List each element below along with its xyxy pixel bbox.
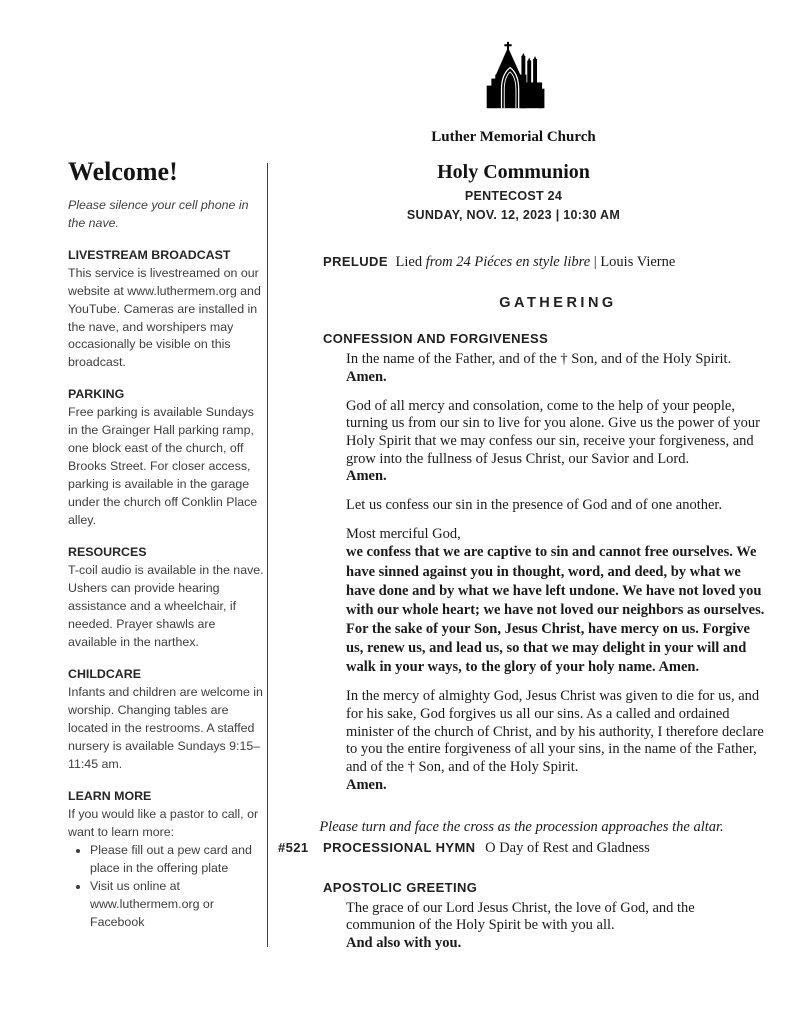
processional-hymn-line [278,840,765,858]
sidebar-section-resources [68,544,266,652]
sidebar-section-heading: LIVESTREAM BROADCAST [68,247,231,262]
liturgy-paragraph [346,900,765,953]
prelude-piece: Lied [395,254,423,270]
sidebar-section-heading: LEARN MORE [68,789,152,804]
paragraph-text: In the mercy of almighty God, Jesus Christ was given to die for us, and for his sake, God forgives us all our sins. As a called and ordained minister of the church of Christ, and by his authority, I therefore declare to you the entire forgiveness of all your sins, in the name of the Father, and of the † Son, and of the Holy Spirit. [346,688,764,776]
liturgy-paragraph [346,526,765,678]
service-title: Holy Communion [437,161,590,183]
liturgy-line: In the name of the Father, and of the † Son, and of the Holy Spirit. [346,351,732,368]
congregation-response: And also with you. [346,935,462,952]
paragraph-text: The grace of our Lord Jesus Christ, the love of God, and the communion of the Holy Spirit be with you all. [346,899,695,934]
liturgy-paragraph [346,398,765,486]
prelude-label: PRELUDE [323,254,388,269]
prelude-line [323,254,765,272]
procession-note: Please turn and face the cross as the procession approaches the altar. [319,819,724,836]
sidebar-section-heading: RESOURCES [68,545,147,560]
hymn-number: #521 [278,840,309,856]
sidebar-section-body: This service is livestreamed on our website at www.luthermem.org and YouTube. Cameras are installed in the nave, and worshipers may occasionally be visible on this broadcast. [68,265,261,370]
liturgy-paragraph [346,688,765,794]
paragraph-text: God of all mercy and consolation, come to the help of your people, turning us from our sin to live for you alone. Give us the power of your Holy Spirit that we may confess our sin, receive your forgiveness, and grow into the fullness of Jesus Christ, our Savior and Lord. [346,397,760,467]
sidebar-section-body: If you would like a pastor to call, or want to learn more: [68,807,259,840]
service-subtitle: PENTECOST 24 [464,189,563,203]
liturgy-paragraph: Let us confess our sin in the presence of God and of one another. [346,497,723,514]
prelude-composer: Louis Vierne [600,254,676,270]
sidebar-section-parking [68,386,266,530]
list-item: • Visit us online at www.luthermem.org or Facebook [90,878,266,932]
sidebar-section-livestream [68,247,266,373]
congregation-response: Amen. [346,776,387,793]
congregation-response: Amen. [346,468,387,485]
sidebar-section-heading: CHILDCARE [68,667,141,682]
prelude-piece-detail: from 24 Piéces en style libre [425,254,591,270]
apostolic-greeting-heading: APOSTOLIC GREETING [323,879,478,895]
list-item: • Please fill out a pew card and place in the offering plate [90,842,266,878]
sidebar [68,158,266,932]
sidebar-section-learn-more [68,788,266,932]
service-datetime: SUNDAY, NOV. 12, 2023 | 10:30 AM [406,208,621,222]
sidebar-section-body: Infants and children are welcome in worship. Changing tables are located in the restrooms. A staffed nursery is available Sundays 9:15–11:45 am. [68,685,263,772]
sidebar-section-body: Free parking is available Sundays in the Grainger Hall parking ramp, one block east of the church, off Brooks Street. For closer access, parking is available in the garage under the church off Conklin Place alley. [68,405,258,528]
sidebar-section-heading: PARKING [68,387,125,402]
sidebar-section-body: T-coil audio is available in the nave. Ushers can provide hearing assistance and a wheelchair, if needed. Prayer shawls are available in the narthex. [68,563,264,650]
hymn-label: PROCESSIONAL HYMN [323,840,476,856]
church-building-icon [475,34,553,125]
prelude-separator: | [593,254,597,270]
learn-more-list [68,842,266,932]
paragraph-lead: Most merciful God, [346,525,461,542]
confession-prayer-text: we confess that we are captive to sin and cannot free ourselves. We have sinned against you in thought, word, and deed, by what we have done and by what we have left undone. We have not loved you with our whole heart; we have not loved our neighbors as ourselves. For the sake of your Son, Jesus Christ, have mercy on us. Forgive us, renew us, and lead us, so that we may delight in your will and walk in your ways, to the glory of your holy name. Amen. [346,544,765,676]
page-header [236,34,791,222]
hymn-title: O Day of Rest and Gladness [485,840,650,857]
church-name: Luther Memorial Church [431,129,596,145]
welcome-title: Welcome! [68,157,178,186]
sidebar-section-childcare [68,666,266,774]
cell-phone-notice: Please silence your cell phone in the nave. [68,197,249,230]
confession-heading: CONFESSION AND FORGIVENESS [323,331,549,347]
vertical-divider [267,163,268,947]
congregation-response: Amen. [346,368,387,385]
liturgy-column [278,254,765,953]
gathering-heading: GATHERING [499,294,617,311]
